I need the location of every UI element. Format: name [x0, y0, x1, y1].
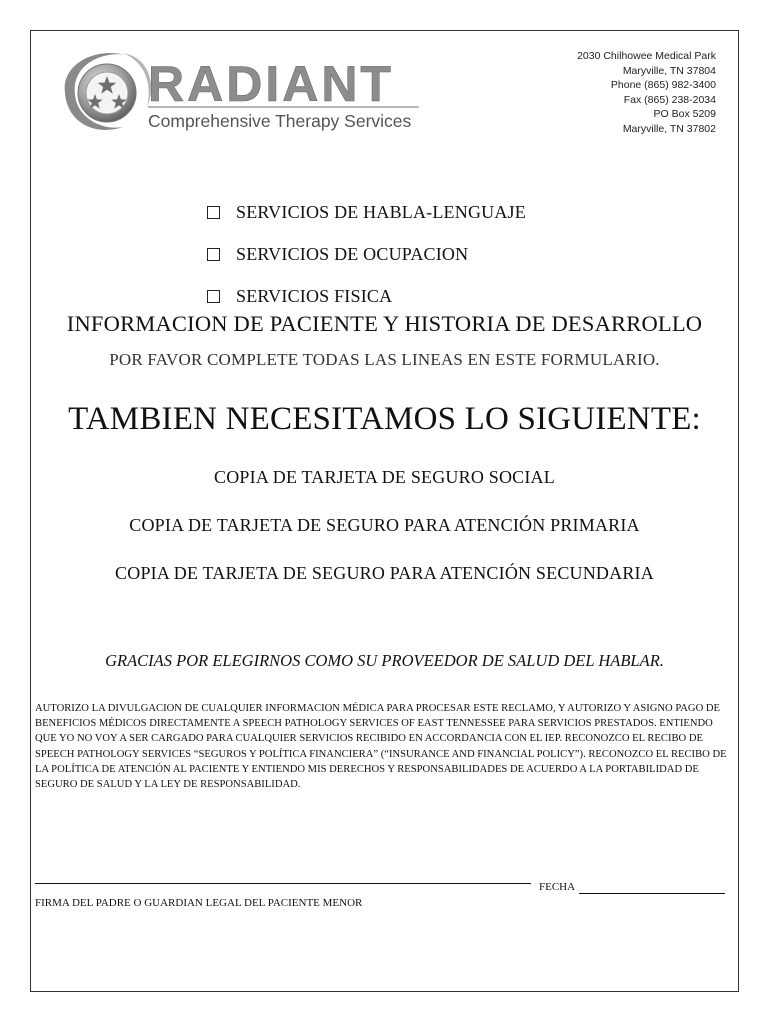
logo-brand: RADIANT [148, 56, 394, 112]
services-list [207, 191, 526, 317]
form-subtitle: POR FAVOR COMPLETE TODAS LAS LINEAS EN ESTE FORMULARIO. [109, 350, 660, 369]
logo-tagline: Comprehensive Therapy Services [148, 111, 412, 131]
service-label: SERVICIOS DE OCUPACION [236, 243, 469, 264]
address-line: Maryville, TN 37802 [622, 122, 716, 135]
form-title: INFORMACION DE PACIENTE Y HISTORIA DE DESARROLLO [66, 311, 703, 336]
requirement-item: COPIA DE TARJETA DE SEGURO SOCIAL [214, 467, 555, 487]
signature-line[interactable] [35, 883, 531, 884]
requirement-item: COPIA DE TARJETA DE SEGURO PARA ATENCIÓN SECUNDARIA [115, 563, 654, 583]
physical-checkbox[interactable] [207, 290, 220, 303]
address-line: Phone (865) 982-3400 [610, 79, 716, 91]
occupational-checkbox[interactable] [207, 248, 220, 261]
requirement-item: COPIA DE TARJETA DE SEGURO PARA ATENCIÓN PRIMARIA [129, 515, 640, 535]
date-line[interactable] [579, 893, 725, 894]
address-line: 2030 Chilhowee Medical Park [577, 50, 716, 62]
service-label: SERVICIOS DE HABLA-LENGUAJE [236, 201, 526, 222]
requirements-heading: TAMBIEN NECESITAMOS LO SIGUIENTE: [68, 401, 701, 437]
radiant-logo [53, 45, 425, 137]
authorization-text: AUTORIZO LA DIVULGACION DE CUALQUIER INFORMACION MÉDICA PARA PROCESAR ESTE RECLAMO, Y AUTORIZO Y ASIGNO PAGO DE BENEFICIOS MÉDICOS DIRECTAMENTE A SPEECH PATHOLOGY SERVICES OF EAST TENNESSEE PARA SERVICIOS PRESTADOS. ENTIENDO QUE YO NO VOY A SER CARGADO PARA CUALQUIER SERVICIOS RECIBIDO EN ACCORDANCIA CON EL IEP. RECONOZCO EL RECIBO DE SPEECH PATHOLOGY SERVICES “SEGUROS Y POLÍTICA FINANCIERA” (“INSURANCE AND FINANCIAL POLICY”). RECONOZCO EL RECIBO DE LA POLÍTICA DE ATENCIÓN AL PACIENTE Y ENTIENDO MIS DERECHOS Y RESPONSABILIDADES DE ACUERDO A LA PORTABILIDAD DE SEGURO DE SALUD Y LA LEY DE RESPONSABILIDAD. [35, 703, 727, 791]
address-line: Fax (865) 238-2034 [623, 93, 716, 106]
service-option-speech[interactable] [207, 191, 526, 233]
address-block [577, 49, 716, 136]
address-line: Maryville, TN 37804 [622, 64, 716, 77]
form-page [30, 30, 739, 992]
service-label: SERVICIOS FISICA [236, 285, 393, 306]
date-label: FECHA [539, 881, 576, 893]
signature-label: FIRMA DEL PADRE O GUARDIAN LEGAL DEL PACIENTE MENOR [35, 897, 363, 909]
address-line: PO Box 5209 [653, 108, 716, 120]
speech-checkbox[interactable] [207, 206, 220, 219]
service-option-occupational[interactable] [207, 233, 526, 275]
thanks-message: GRACIAS POR ELEGIRNOS COMO SU PROVEEDOR DE SALUD DEL HABLAR. [105, 651, 664, 670]
